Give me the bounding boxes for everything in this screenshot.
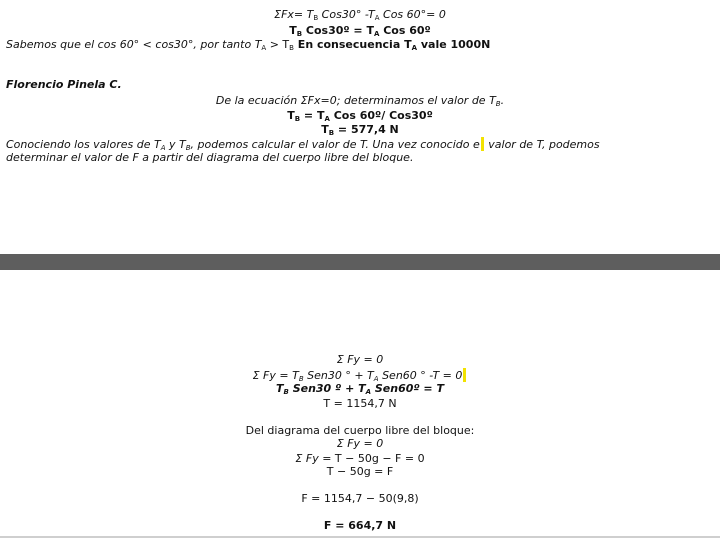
t-minus-equation: T − 50g = F bbox=[326, 465, 394, 478]
diag-sum-fy-equation: Σ Fy = T − 50g − F = 0 bbox=[295, 452, 425, 465]
sum-fy-zero: Σ Fy = 0 bbox=[336, 353, 384, 366]
conociendo-line-2: determinar el valor de F a partir del diagrama del cuerpo libre del bloque. bbox=[6, 151, 414, 164]
diagram-heading: Del diagrama del cuerpo libre del bloque: bbox=[245, 424, 475, 437]
bottom-divider bbox=[0, 536, 720, 538]
upper-slide bbox=[0, 0, 720, 254]
tb-value: $T_B = 577,4$ N bbox=[321, 123, 399, 137]
tb-cos-equation: $T_B$ Cos30º = $T_A$ Cos 60º bbox=[289, 24, 431, 38]
t-value: T = 1154,7 N bbox=[323, 397, 397, 410]
author-name: Florencio Pinela C. bbox=[6, 78, 122, 91]
lower-slide bbox=[0, 270, 720, 540]
sum-fx-equation: $\Sigma Fx= T_B$ Cos30° $-T_A$ Cos 60°= 0 bbox=[274, 8, 446, 22]
f-calculation: F = 1154,7 − 50(9,8) bbox=[301, 492, 419, 505]
text-cursor bbox=[481, 137, 484, 151]
tb-formula: $T_B = T_A$ Cos 60º/ Cos30º bbox=[287, 109, 433, 123]
ecuacion-statement: De la ecuación ΣFx=0; determinamos el valor de $T_B$. bbox=[215, 94, 505, 108]
slide-separator bbox=[0, 254, 720, 270]
f-result: F = 664,7 N bbox=[323, 519, 397, 532]
conociendo-line-1: Conociendo los valores de $T_A$ y $T_B$, podemos calcular el valor de T. Una vez conocido e valor de T, podemos bbox=[6, 138, 600, 152]
t-sum-equation: $T_B$ Sen30 º + $T_A$ Sen60º = T bbox=[276, 382, 444, 396]
text-cursor bbox=[463, 368, 466, 382]
sum-fy-equation: Σ $Fy = T_B$ Sen30 ° + $T_A$ Sen60 ° -T = 0 bbox=[0, 368, 720, 382]
diag-sum-fy-zero: Σ Fy = 0 bbox=[336, 437, 384, 450]
sabemos-statement: Sabemos que el cos 60° < cos30°, por tanto $T_A > T_B$ En consecuencia $T_A$ vale 1000N bbox=[6, 38, 491, 52]
